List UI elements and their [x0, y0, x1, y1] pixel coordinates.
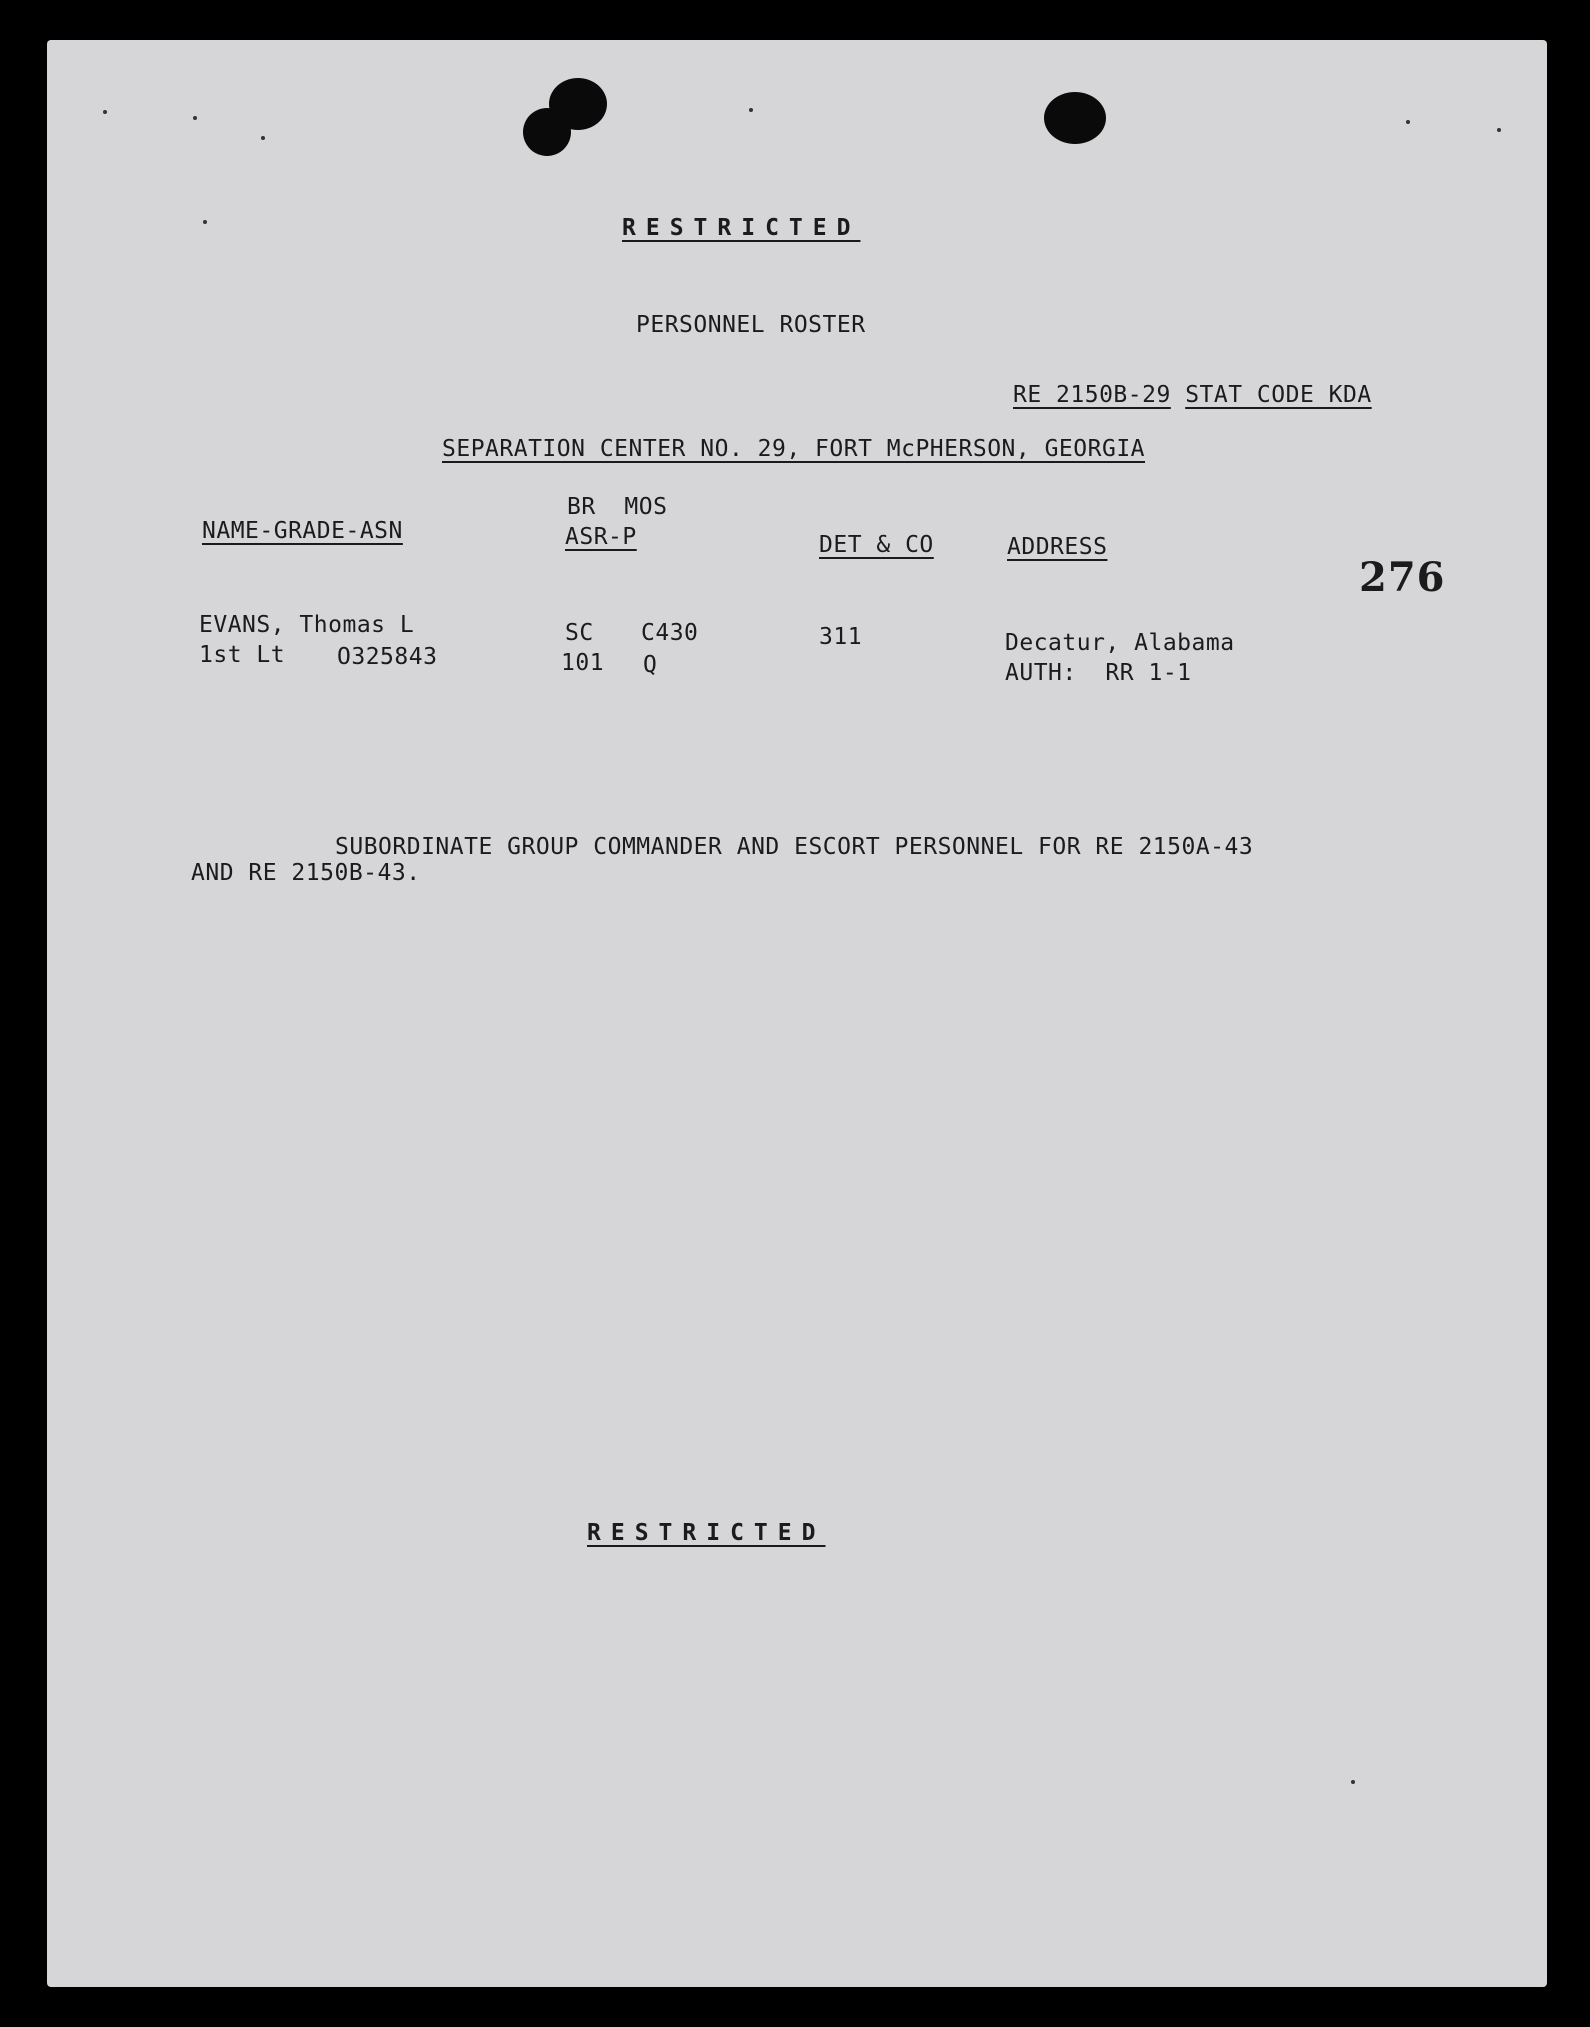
entry-name: EVANS, Thomas L: [199, 612, 415, 638]
speck: [1497, 128, 1501, 132]
entry-p: Q: [643, 652, 658, 678]
ref-number: RE 2150B-29: [1013, 382, 1171, 408]
entry-br: SC: [565, 620, 594, 646]
speck: [103, 110, 107, 114]
classification-footer: RESTRICTED: [587, 1520, 826, 1546]
entry-auth: AUTH: RR 1-1: [1005, 660, 1192, 686]
speck: [261, 136, 265, 140]
document-page: [47, 40, 1547, 1987]
roster-reference: [1013, 382, 1372, 408]
classification-header: RESTRICTED: [622, 215, 861, 241]
speck: [749, 108, 753, 112]
remark-line-1: SUBORDINATE GROUP COMMANDER AND ESCORT PERSONNEL FOR RE 2150A-43: [335, 834, 1254, 860]
col-asr-p: ASR-P: [565, 524, 637, 550]
page-number: 276: [1359, 554, 1446, 601]
entry-mos: C430: [641, 620, 699, 646]
stat-code: STAT CODE KDA: [1185, 382, 1372, 408]
speck: [193, 116, 197, 120]
punch-hole-left-lower: [523, 108, 571, 156]
center-name: SEPARATION CENTER NO. 29, FORT McPHERSON, GEORGIA: [442, 436, 1146, 462]
entry-asr: 101: [561, 650, 605, 676]
col-address: ADDRESS: [1007, 534, 1108, 560]
col-name-grade-asn: NAME-GRADE-ASN: [202, 518, 403, 544]
entry-det: 311: [819, 624, 863, 650]
col-det-co: DET & CO: [819, 532, 934, 558]
remark-line-2: AND RE 2150B-43.: [191, 860, 421, 886]
speck: [1406, 120, 1410, 124]
col-br-mos: BR MOS: [567, 494, 668, 520]
speck: [203, 220, 207, 224]
punch-hole-right: [1044, 92, 1106, 144]
entry-grade: 1st Lt: [199, 642, 286, 668]
entry-asn: O325843: [337, 644, 438, 670]
document-title: PERSONNEL ROSTER: [636, 312, 866, 338]
speck: [1351, 1780, 1355, 1784]
entry-address: Decatur, Alabama: [1005, 630, 1235, 656]
